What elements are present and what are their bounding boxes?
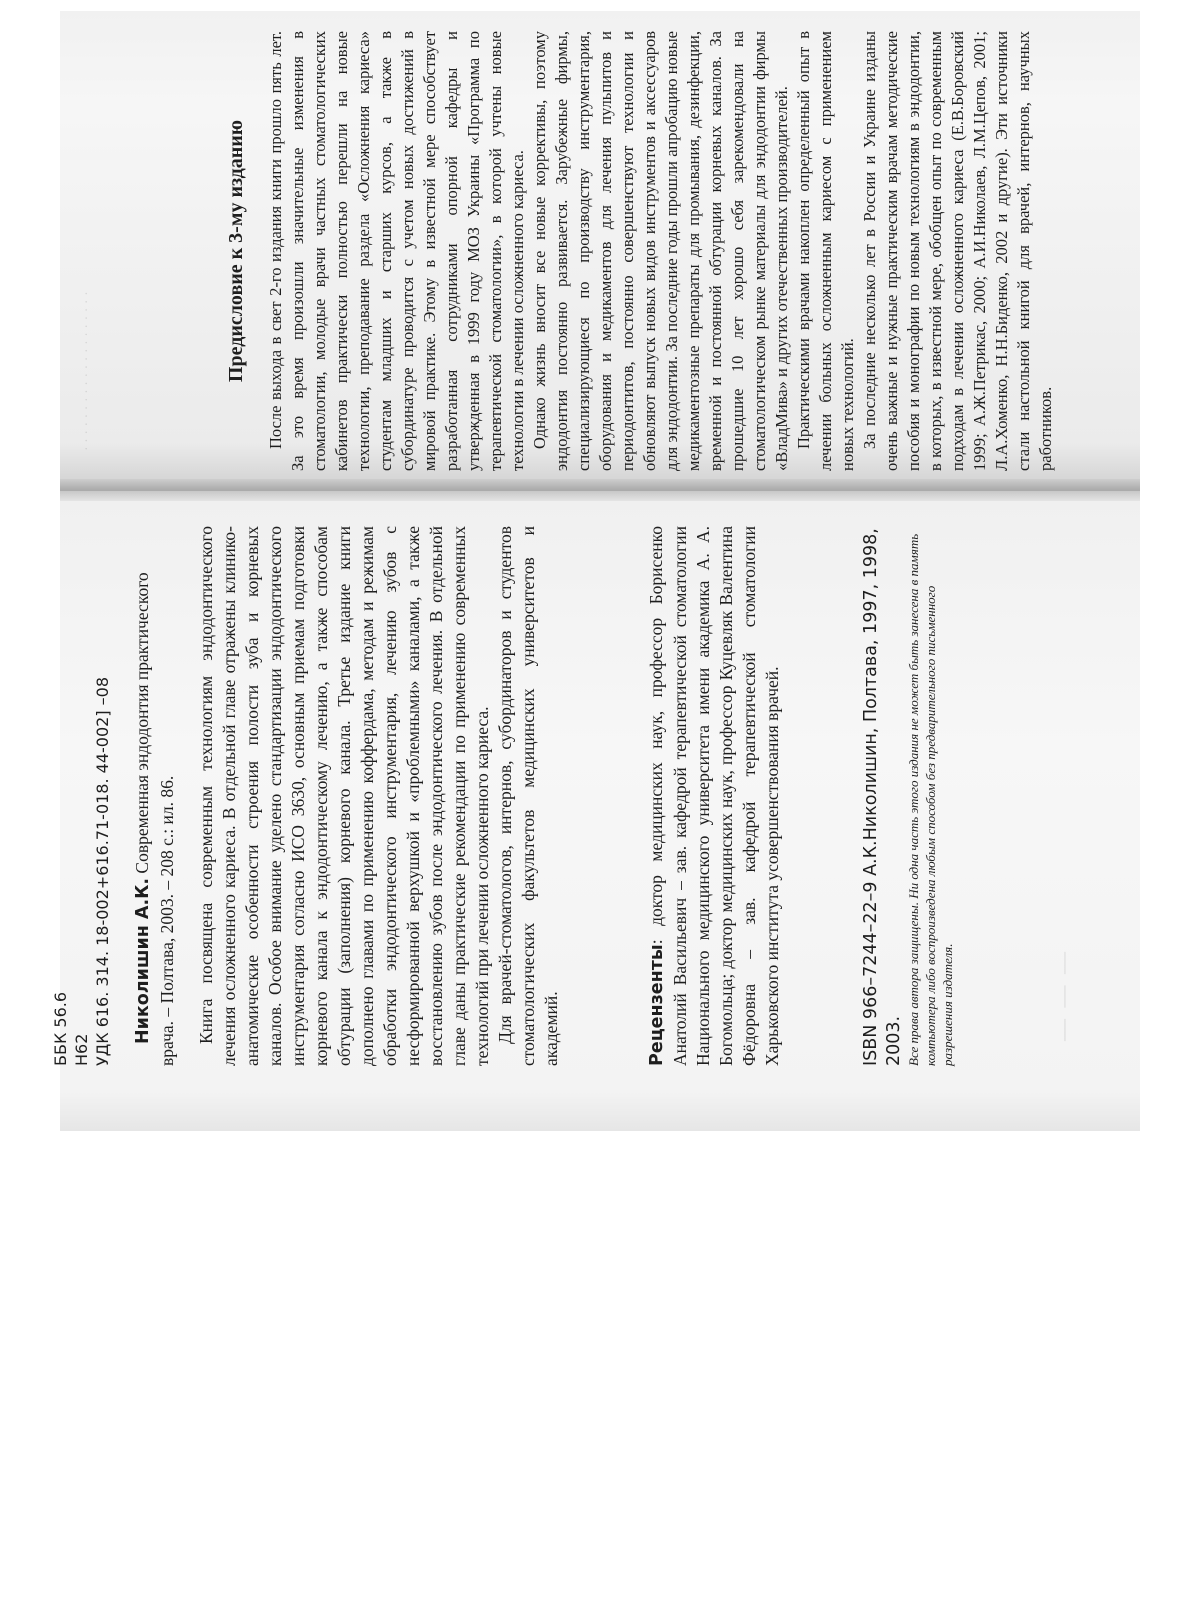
abstract-paragraph: Для врачей-стоматологов, интернов, субординаторов и студентов стоматологических факультетов медицинских университетов и академий. — [495, 526, 561, 1066]
bibliographic-entry — [130, 526, 179, 1066]
author-name: Николишин А.К. — [133, 877, 153, 1044]
reviewers-label: Рецензенты — [647, 944, 667, 1066]
preface-title: Предисловие к 3-му изданию — [225, 119, 247, 383]
author-code: Н62 — [72, 1033, 91, 1066]
show-through-text: · · · · · · · · · · · · · · · · · · · · — [80, 291, 95, 451]
preface-paragraph: За последние несколько лет в России и Украине изданы очень важные и нужные практическим врачам методические пособия и монографии по новым технологиям в эндодонтии, в которых, в известной мере, обобщен опыт по современным подходам в лечении осложненного кариеса (Е.В.Боровский 1999; А.Ж.Петрикас, 2000; А.И.Николаев, Л.М.Цепов, 2001; Л.А.Хоменко, Н.Н.Биденко, 2002 и другие). Эти источники стали настольной книгой для врачей, интернов, научных работников. — [860, 31, 1055, 471]
copyright-notice: Все права автора защищены. Ни одна часть этого издания не может быть занесена в память компьютера либо воспроизведена любым способом без предварительного письменного разрешения издателя. — [906, 533, 955, 1066]
bbk-code: ББК 56.6 — [51, 991, 70, 1066]
classification-block — [50, 546, 113, 1066]
book-title-and-imprint: Современная эндодонтия практического врача. – Полтава, 2003. – 208 с.: ил. 86. — [132, 572, 177, 1066]
reviewers-block — [645, 526, 784, 1066]
show-through-text: — — — — [1050, 949, 1075, 1041]
preface-paragraph: Однако жизнь вносит все новые коррективы, поэтому эндодонтия постоянно развивается. Зарубежные фирмы, специализирующиеся по производству инструментария, оборудования и медикаментов для лечения пульпитов и периодонтитов, постоянно совершенствуют технологии и обновляют выпуск новых видов инструментов и аксессуаров для эндодонтии. За последние годы прошли апробацию новые медикаментозные препараты для промывания, дезинфекции, временной и постоянной обтурации корневых каналов. За прошедшие 10 лет хорошо себя зарекомендовали на стоматологическом рынке материалы для эндодонтии фирмы «ВладМива» и других отечественных производителей. — [530, 31, 791, 471]
book-abstract — [195, 526, 563, 1066]
reviewers-text: : доктор медицинских наук, профессор Борисенко Анатолий Васильевич – зав. кафедрой терапевтической стоматологии Национального медицинского университета имени академика А. А. Богомольца; доктор медицинских наук, профессор Куцевляк Валентина Фёдоровна – зав. кафедрой терапевтической стоматологии Харьковского института усовершенствования врачей. — [646, 526, 782, 1066]
abstract-paragraph: Книга посвящена современным технологиям эндодонтического лечения осложненного кариеса. В отдельной главе отражены клинико-анатомические особенности строения полости зуба и корневых каналов. Особое внимание уделено стандартизации эндодонтического инструментария согласно ИСО 3630, основным приемам подготовки корневого канала к эндодонтическому лечению, а также способам обтурации (заполнения) корневого канала. Третье издание книги дополнено главами по применению коффердама, методам и режимам обработки эндодонтического инструментария, лечению зубов с несформированной верхушкой и «проблемными» каналами, а также восстановлению зубов после эндодонтического лечения. В отдельной главе даны практические рекомендации по применению современных технологий при лечении осложненного кариеса. — [196, 526, 492, 1066]
preface-paragraph: Практическими врачами накоплен определенный опыт в лечении больных осложненным кариесом с применением новых технологий. — [794, 31, 857, 471]
preface-text — [265, 31, 1057, 471]
udk-code: УДК 616. 314. 18-002+616.71-018. 44-002] –08 — [93, 676, 112, 1066]
book-gutter — [60, 479, 1140, 501]
isbn-line: ISBN 966–7244–22–9 А.К.Николишин, Полтава, 1997, 1998, 2003. — [861, 528, 904, 1066]
preface-paragraph: После выхода в свет 2-го издания книги прошло пять лет. За это время произошли значительные изменения в стоматологии, молодые врачи частных стоматологических кабинетов практически полностью перешли на новые технологии, преподавание раздела «Осложнения кариеса» студентам младших и старших курсов, а также в субординатуре проводится с учетом новых достижений в мировой практике. Этому в известной мере способствует разработанная сотрудниками опорной кафедры и утвержденная в 1999 году МОЗ Украины «Программа по терапевтической стоматологии», в которой учтены новые технологии в лечении осложненного кариеса. — [266, 31, 527, 471]
